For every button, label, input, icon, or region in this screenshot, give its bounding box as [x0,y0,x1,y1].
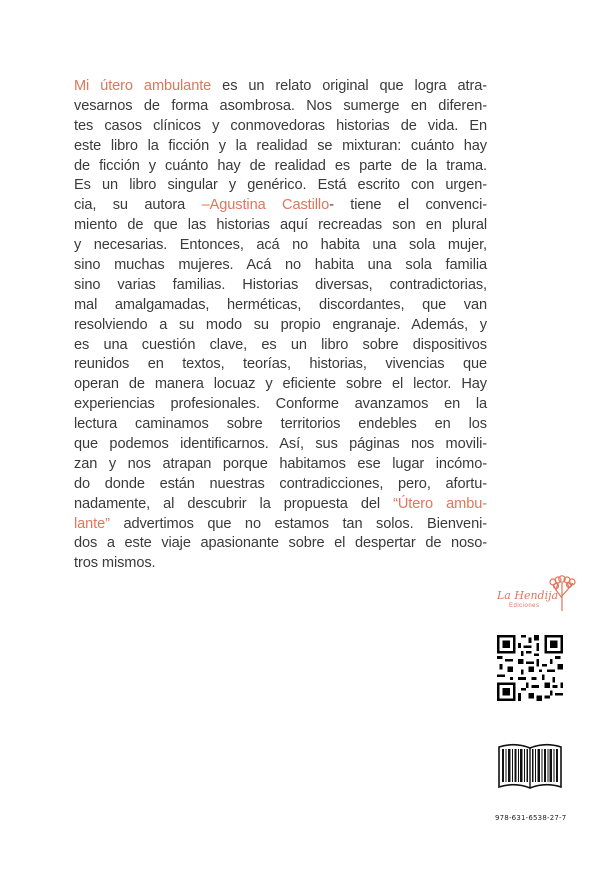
blurb-line [74,276,487,296]
blurb-line [74,515,487,535]
blurb-text: advertimos que no estamos tan solos. Bienveni- [109,515,487,532]
blurb-line [74,77,487,97]
blurb-text: mal amalgamadas, herméticas, discordantes, que van [74,296,487,313]
blurb-text: de ficción y cuánto hay de realidad es parte de la trama. [74,157,487,174]
blurb-line [74,495,487,515]
blurb-text: vesarnos de forma asombrosa. Nos sumerge en diferen- [74,97,487,114]
blurb-text: cia, su autora [74,197,202,214]
blurb-text: tros mismos. [74,555,156,572]
blurb-text: dos a este viaje apasionante sobre el despertar de noso- [74,535,487,552]
blurb-line [74,375,487,395]
isbn-number: 978-631-6538-27-7 [495,814,567,822]
blurb-text: sino muchas mujeres. Acá no habita una sola familia [74,257,487,274]
blurb-line [74,196,487,216]
blurb-line [74,475,487,495]
blurb-line [74,435,487,455]
blurb-line [74,157,487,177]
blurb-line [74,415,487,435]
blurb-line [74,336,487,356]
publisher-logo [497,574,577,614]
highlighted-text: –Agustina Castillo [201,197,330,214]
blurb-line [74,236,487,256]
blurb-line [74,296,487,316]
blurb-line [74,316,487,336]
blurb-text: - tiene el convenci- [329,197,487,214]
book-blurb [74,77,487,574]
open-book-barcode-icon [497,741,563,793]
blurb-line [74,216,487,236]
blurb-text: tes casos clínicos y conmovedoras historias de vida. En [74,117,487,134]
blurb-text: que podemos identificarnos. Así, sus páginas nos movili- [74,436,487,453]
blurb-text: es un relato original que logra atra- [211,78,487,94]
blurb-text: zan y nos atrapan porque habitamos ese lugar incómo- [74,455,487,472]
blurb-text: experiencias profesionales. Conforme avanzamos en la [74,396,487,413]
blurb-text: sino varias familias. Historias diversas, contradictorias, [74,276,487,293]
highlighted-text: Mi útero ambulante [74,78,212,94]
blurb-line [74,97,487,117]
highlighted-text: lante” [74,515,110,532]
blurb-line [74,137,487,157]
blurb-text: lectura caminamos sobre territorios endebles en los [74,416,487,433]
blurb-text: nadamente, al descubrir la propuesta del [74,495,394,512]
highlighted-text: “Útero ambu- [393,495,487,512]
publisher-name: La Hendija [497,589,559,602]
blurb-line [74,534,487,554]
blurb-text: este libro la ficción y la realidad se mixturan: cuánto hay [74,137,487,154]
blurb-line [74,554,487,574]
blurb-line [74,256,487,276]
blurb-text: miento de que las historias aquí recreadas son en plural [74,217,487,234]
blurb-text: Es un libro singular y genérico. Está escrito con urgen- [74,177,487,194]
qr-code-icon [497,635,563,701]
blurb-text: operan de manera locuaz y eficiente sobre el lector. Hay [74,376,487,393]
blurb-text: es una cuestión clave, es un libro sobre dispositivos [74,336,487,353]
blurb-line [74,176,487,196]
blurb-text: resolviendo a su modo su propio engranaje. Además, y [74,316,487,333]
publisher-subtitle: Ediciones [509,603,540,609]
blurb-text: y necesarias. Entonces, acá no habita una sola mujer, [74,237,487,254]
blurb-line [74,355,487,375]
blurb-text: reunidos en textos, teorías, historias, vivencias que [74,356,487,373]
blurb-line [74,117,487,137]
blurb-text: do donde están nuestras contradicciones, pero, afortu- [74,475,487,492]
blurb-line [74,455,487,475]
blurb-line [74,395,487,415]
